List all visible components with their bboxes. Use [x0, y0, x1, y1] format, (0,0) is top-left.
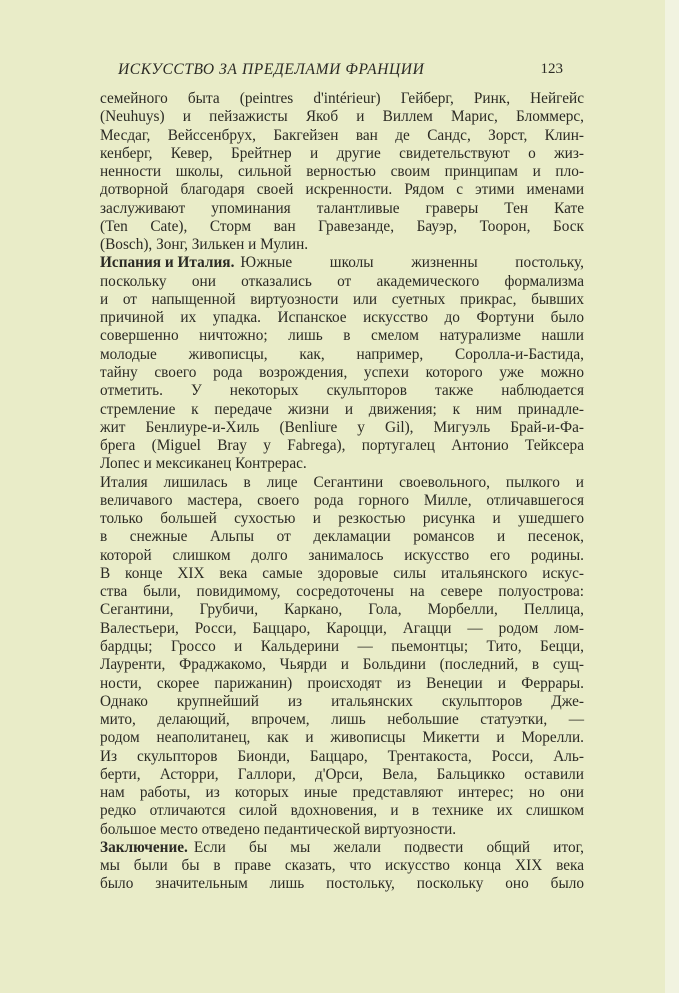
- text-line: [100, 802, 584, 820]
- text-line: [100, 565, 584, 583]
- text-line: [100, 218, 584, 236]
- line-text: отметить. У некоторых скульпторов также наблюдается: [100, 382, 584, 400]
- text-line: [100, 857, 584, 875]
- line-text: В конце XIX века самые здоровые силы итальянского искус-: [100, 564, 584, 582]
- text-line: [100, 528, 584, 546]
- text-line: [100, 382, 584, 400]
- text-line: [100, 200, 584, 218]
- text-line: [100, 638, 584, 656]
- line-text: ности, скорее парижанин) происходят из Венеции и Феррары.: [100, 674, 584, 692]
- text-line: [100, 492, 584, 510]
- page-body-text: [100, 90, 584, 894]
- line-text: редко отличаются силой вдохновения, и в технике их слишком: [100, 802, 584, 820]
- line-text: совершенно ничтожно; лишь в смелом натурализме нашли: [100, 327, 584, 345]
- line-text: брега (Miguel Bray y Fabrega), португалец Антонио Тейксера: [100, 437, 584, 455]
- text-line: [100, 108, 584, 126]
- line-text: семейного быта (peintres d'intérieur) Гейберг, Ринк, Нейгейс: [100, 90, 584, 107]
- text-line: [100, 748, 584, 766]
- line-text: берти, Асторри, Галлори, д'Орси, Вела, Бальцикко оставили: [100, 765, 584, 783]
- line-text: Южные школы жизненны постольку,: [240, 254, 584, 272]
- line-text: Сегантини, Грубичи, Каркано, Гола, Морбелли, Пеллица,: [100, 601, 584, 619]
- line-text: Если бы мы желали подвести общий итог,: [193, 838, 584, 856]
- text-line: [100, 766, 584, 784]
- text-line: [100, 309, 584, 327]
- text-line: [100, 364, 584, 382]
- page-number: 123: [540, 61, 563, 77]
- line-text: только большей сухостью и резкостью рисунка и ушедшего: [100, 510, 584, 528]
- line-text: Месдаг, Вейссенбрух, Бакгейзен ван де Сандс, Зорст, Клин-: [100, 126, 584, 144]
- line-text: большое место отведено педантической виртуозности.: [100, 820, 457, 838]
- line-text: ства были, повидимому, сосредоточены на севере полуострова:: [100, 583, 584, 601]
- text-line: [100, 583, 584, 601]
- text-line: [100, 601, 584, 619]
- line-text: поскольку они отказались от академического формализма: [100, 272, 584, 290]
- text-line: [100, 693, 584, 711]
- line-text: и от напыщенной виртуозности или суетных прикрас, бывших: [100, 290, 584, 308]
- text-line: [100, 327, 584, 345]
- text-line: [100, 656, 584, 674]
- line-text: молодые живописцы, как, например, Соролла-и-Бастида,: [100, 345, 584, 363]
- text-line: [100, 455, 584, 473]
- line-text: жит Бенлиуре-и-Хиль (Benliure y Gil), Мигуэль Брай-и-Фа-: [100, 418, 584, 436]
- line-text: Валестьери, Росси, Баццаро, Кароцци, Агацци — родом лом-: [100, 619, 584, 637]
- line-text: бардцы; Гроссо и Кальдерини — пьемонтцы; Тито, Бецци,: [100, 637, 584, 655]
- text-line: [100, 181, 584, 199]
- line-text: Однако крупнейший из итальянских скульпторов Дже-: [100, 692, 584, 710]
- page-edge: [665, 0, 679, 993]
- line-text: дотворной благодаря своей искренности. Рядом с этими именами: [100, 181, 584, 199]
- line-text: (Ten Cate), Сторм ван Гравезанде, Бауэр, Тоорон, Боск: [100, 217, 584, 235]
- text-line: [100, 254, 584, 272]
- line-text: причиной их упадка. Испанское искусство до Фортуни было: [100, 309, 584, 327]
- line-text: Лопес и мексиканец Контрерас.: [100, 455, 307, 473]
- line-text: Из скульпторов Бионди, Баццаро, Трентакоста, Росси, Аль-: [100, 747, 584, 765]
- text-line: [100, 236, 584, 254]
- section-heading: Заключение.: [100, 838, 188, 856]
- text-line: [100, 90, 584, 108]
- section-heading: Испания и Италия.: [100, 254, 235, 272]
- line-text: было значительным лишь постольку, поскольку оно было: [100, 875, 584, 893]
- text-line: [100, 401, 584, 419]
- text-line: [100, 273, 584, 291]
- text-line: [100, 127, 584, 145]
- line-text: мито, делающий, впрочем, лишь небольшие статуэтки, —: [100, 711, 584, 729]
- line-text: родом неаполитанец, как и живописцы Микетти и Морелли.: [100, 729, 584, 747]
- running-title: ИСКУССТВО ЗА ПРЕДЕЛАМИ ФРАНЦИИ: [118, 61, 425, 78]
- text-line: [100, 437, 584, 455]
- line-text: Лауренти, Фраджакомо, Чьярди и Больдини (последний, в сущ-: [100, 656, 584, 674]
- line-text: которой слишком долго занималось искусство его родины.: [100, 546, 584, 564]
- line-text: в снежные Альпы от декламации романсов и песенок,: [100, 528, 584, 546]
- text-line: [100, 839, 584, 857]
- text-line: [100, 163, 584, 181]
- text-line: [100, 675, 584, 693]
- line-text: величавого мастера, своего рода горного Милле, отличавшегося: [100, 491, 584, 509]
- line-text: стремление к передаче жизни и движения; к ним принадле-: [100, 400, 584, 418]
- text-line: [100, 547, 584, 565]
- text-line: [100, 711, 584, 729]
- line-text: мы были бы в праве сказать, что искусство конца XIX века: [100, 857, 584, 875]
- text-line: [100, 620, 584, 638]
- text-line: [100, 419, 584, 437]
- running-header: [100, 61, 583, 81]
- text-line: [100, 510, 584, 528]
- text-line: [100, 875, 584, 893]
- text-line: [100, 346, 584, 364]
- line-text: ненности школы, сильной верностью своим принципам и пло-: [100, 163, 584, 181]
- line-text: (Neuhuys) и пейзажисты Якоб и Виллем Марис, Бломмерс,: [100, 108, 584, 126]
- text-line: [100, 821, 584, 839]
- line-text: Италия лишилась в лице Сегантини своевольного, пылкого и: [100, 473, 584, 491]
- line-text: (Bosch), Зонг, Зилькен и Мулин.: [100, 236, 309, 254]
- text-line: [100, 784, 584, 802]
- line-text: кенберг, Кевер, Брейтнер и другие свидетельствуют о жиз-: [100, 144, 584, 162]
- text-line: [100, 729, 584, 747]
- text-line: [100, 474, 584, 492]
- line-text: нам работы, из которых иные представляют интерес; но они: [100, 784, 584, 802]
- text-line: [100, 291, 584, 309]
- line-text: тайну своего рода возрождения, успехи которого уже можно: [100, 363, 584, 381]
- text-line: [100, 145, 584, 163]
- line-text: заслуживают упоминания талантливые граверы Тен Кате: [100, 199, 584, 217]
